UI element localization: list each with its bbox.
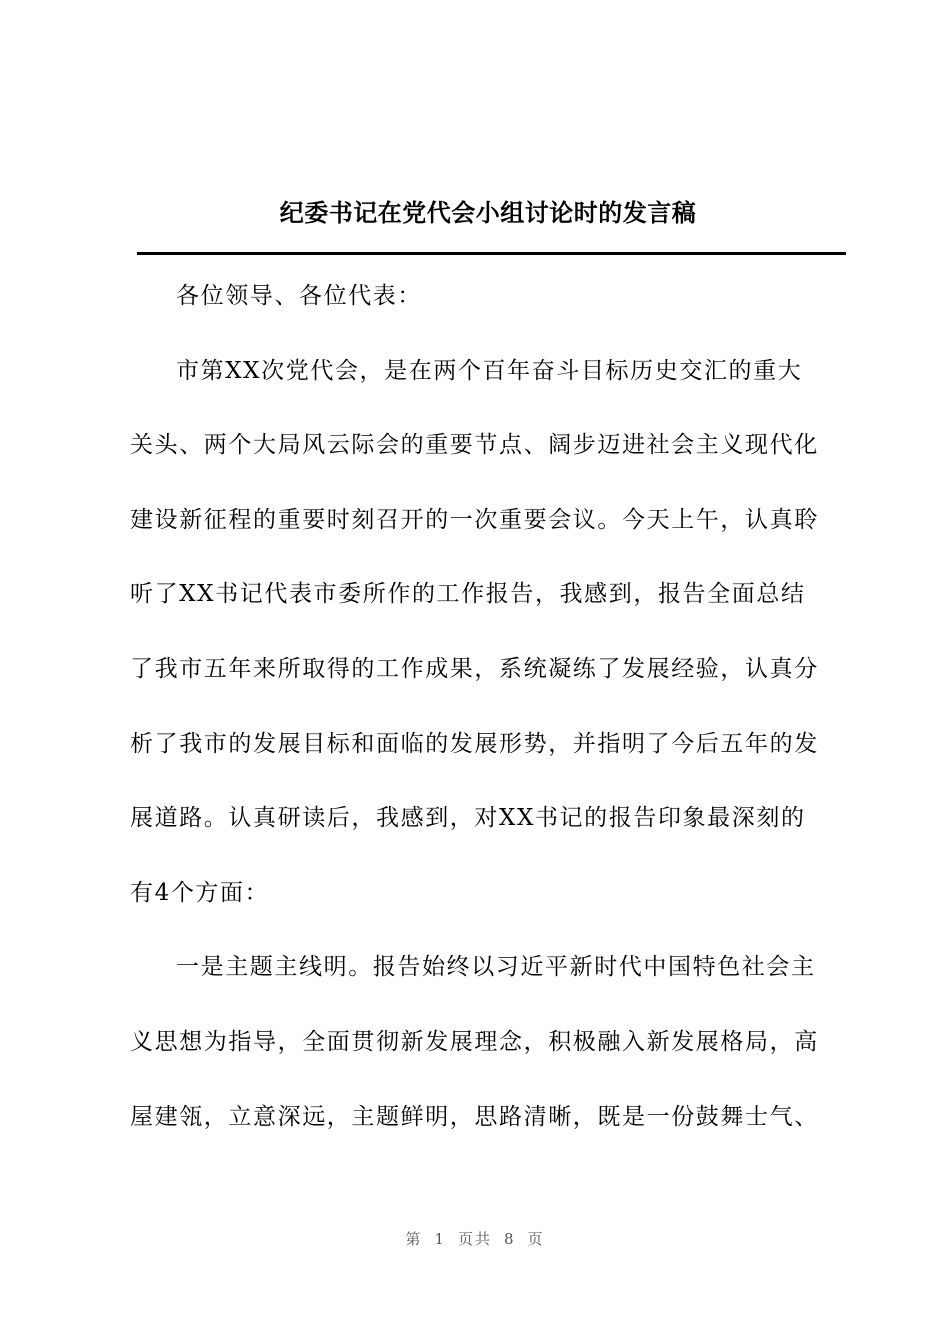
paragraph-line: 了我市五年来所取得的工作成果，系统凝练了发展经验，认真分 xyxy=(130,655,819,682)
title-underline xyxy=(137,252,846,255)
paragraph-2 xyxy=(130,949,846,1135)
paragraph-line: 市第XX次党代会，是在两个百年奋斗目标历史交汇的重大 xyxy=(176,357,803,384)
paragraph-line: 义思想为指导，全面贯彻新发展理念，积极融入新发展格局，高 xyxy=(130,1028,819,1055)
paragraph-line: 建设新征程的重要时刻召开的一次重要会议。今天上午，认真聆 xyxy=(130,506,819,533)
page-footer xyxy=(0,1228,950,1249)
paragraph-line: 有4个方面： xyxy=(130,879,270,906)
paragraph-gap xyxy=(130,315,846,352)
footer-prefix: 第 xyxy=(405,1230,423,1248)
footer-page-number: 1 xyxy=(434,1230,446,1248)
paragraph-line: 听了XX书记代表市委所作的工作报告，我感到，报告全面总结 xyxy=(130,581,806,608)
document-body xyxy=(130,278,846,1136)
paragraph-1 xyxy=(130,353,846,912)
paragraph-gap xyxy=(130,912,846,949)
footer-suffix: 页 xyxy=(527,1230,545,1248)
paragraph-line: 屋建瓴，立意深远，主题鲜明，思路清晰，既是一份鼓舞士气、 xyxy=(130,1103,819,1130)
footer-middle: 页共 xyxy=(457,1230,492,1248)
salutation: 各位领导、各位代表： xyxy=(176,283,422,309)
document-title: 纪委书记在党代会小组讨论时的发言稿 xyxy=(279,198,697,227)
footer-total-pages: 8 xyxy=(504,1230,516,1248)
paragraph-line: 展道路。认真研读后，我感到，对XX书记的报告印象最深刻的 xyxy=(130,805,806,832)
paragraph-line: 关头、两个大局风云际会的重要节点、阔步迈进社会主义现代化 xyxy=(130,432,819,459)
paragraph-line: 一是主题主线明。报告始终以习近平新时代中国特色社会主 xyxy=(176,954,816,981)
paragraph-line: 析了我市的发展目标和面临的发展形势，并指明了今后五年的发 xyxy=(130,730,819,757)
